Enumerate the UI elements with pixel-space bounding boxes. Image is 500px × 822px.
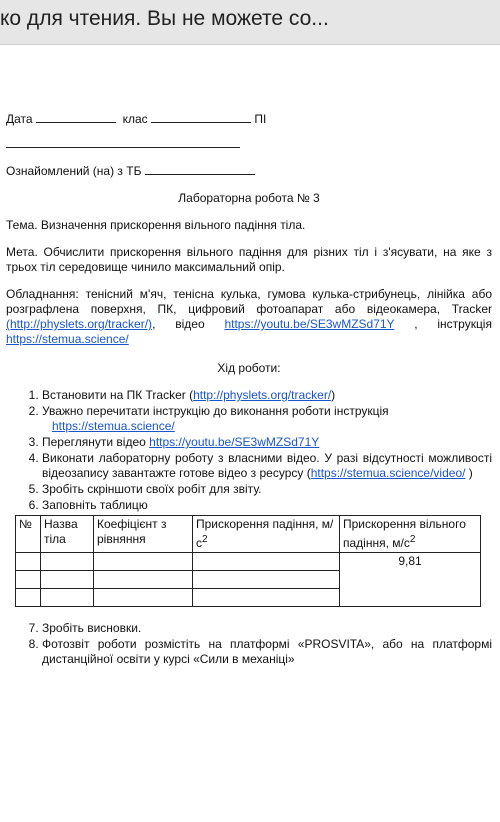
goal-text: Мета. Обчислити прискорення вільного падіння для різних тіл і з'ясувати, на яке з трьох тіл середовище чинило максимальний опір. [6, 245, 492, 274]
cell[interactable] [16, 589, 41, 607]
cell[interactable] [94, 553, 193, 571]
header-free [340, 516, 481, 553]
cell[interactable] [41, 553, 94, 571]
step-1 [42, 388, 492, 403]
step-4 [42, 451, 492, 481]
header-acc-text: Прискорення падіння, м/с [196, 517, 334, 550]
class-label: клас [122, 112, 148, 126]
header-no: № [16, 516, 41, 553]
progress-title: Хід роботи: [217, 361, 281, 375]
instruction-label: , інструкція [414, 317, 492, 331]
step-4-link[interactable]: https://stemua.science/video/ [310, 466, 466, 480]
step-4-end: ) [465, 466, 473, 480]
step-5: 5. Зробіть скріншоти своїх робіт для звіту. [42, 482, 492, 497]
stemua-link[interactable]: https://stemua.science/ [6, 332, 129, 346]
cell[interactable] [16, 553, 41, 571]
header-name: Назва тіла [41, 516, 94, 553]
equipment-link-line [6, 332, 492, 347]
step-7: 7. Зробіть висновки. [42, 621, 492, 636]
table-header-row [16, 516, 481, 553]
cell[interactable] [193, 589, 340, 607]
banner-text: ко для чтения. Вы не можете со... [0, 7, 329, 30]
header-coef: Коефіцієнт з рівняння [94, 516, 193, 553]
tb-line [6, 162, 492, 179]
step-1-text: Встановити на ПК Tracker ( [42, 388, 194, 402]
class-blank [151, 110, 251, 123]
name-label: ПІ [254, 112, 267, 126]
table-row [16, 553, 481, 571]
header-acc [193, 516, 340, 553]
step-4-text: Виконати лабораторну роботу з власними відео. У разі відсутності можливості відеозапису завантажте готове відео з ресурсу ( [42, 451, 492, 480]
cell[interactable] [16, 571, 41, 589]
cell[interactable] [41, 571, 94, 589]
steps-list [6, 388, 492, 667]
step-3 [42, 435, 492, 450]
equipment-body: Обладнання: тенісний м'яч, тенісна кулька, гумова кулька-стрибунець, лінійка або розграфлена поверхня, ПК, цифровий фотоапарат або відеокамера, Tracker [6, 287, 492, 316]
equipment-text: Обладнання: тенісний м'яч, тенісна кулька, гумова кулька-стрибунець, лінійка або розграфлена поверхня, ПК, цифровий фотоапарат або відеокамера, Tracker (http://physlets.org/tracker/), відео https://youtu.be/SE3wMZSd71Y , інструкція [6, 287, 492, 331]
step-6 [19, 498, 492, 607]
step-2-link[interactable]: https://stemua.science/ [52, 419, 175, 433]
topic-text: Тема. Визначення прискорення вільного падіння тіла. [6, 218, 306, 232]
tb-blank [145, 162, 255, 175]
cell[interactable] [193, 571, 340, 589]
free-fall-value-cell [340, 553, 481, 607]
step-3-text: Переглянути відео [42, 435, 150, 449]
step-6-text: Заповніть таблицю [42, 498, 148, 512]
cell[interactable] [193, 553, 340, 571]
header-line-1 [6, 110, 492, 127]
cell[interactable] [41, 589, 94, 607]
read-only-banner [0, 0, 500, 45]
tracker-link[interactable]: (http://physlets.org/tracker/) [6, 317, 153, 331]
step-1-end: ) [331, 388, 336, 402]
cell[interactable] [94, 589, 193, 607]
name-blank [6, 135, 240, 148]
tb-label: Ознайомлений (на) з ТБ [6, 164, 142, 178]
header-free-text: Прискорення вільного падіння, м/с [343, 517, 466, 550]
results-table [15, 515, 481, 607]
header-acc-sup: 2 [202, 534, 208, 545]
header-free-sup: 2 [409, 534, 416, 545]
step-1-link[interactable]: http://physlets.org/tracker/ [193, 388, 332, 402]
step-3-link[interactable]: https://youtu.be/SE3wMZSd71Y [149, 435, 320, 449]
cell[interactable] [94, 571, 193, 589]
step-2 [42, 404, 492, 434]
video-link[interactable]: https://youtu.be/SE3wMZSd71Y [224, 317, 395, 331]
step-2-text: Уважно перечитати інструкцію до виконання роботи інструкція [42, 404, 389, 418]
date-blank [36, 110, 116, 123]
date-label: Дата [6, 112, 33, 126]
step-8: 8. Фотозвіт роботи розмістіть на платформі «PROSVITA», або на платформі дистанційної освіти у курсі «Сили в механіці» [42, 637, 492, 667]
free-fall-value: 9,81 [398, 554, 422, 568]
document-page [6, 110, 492, 668]
video-label: відео [175, 317, 205, 331]
lab-title: Лабораторна робота № 3 [178, 191, 320, 205]
